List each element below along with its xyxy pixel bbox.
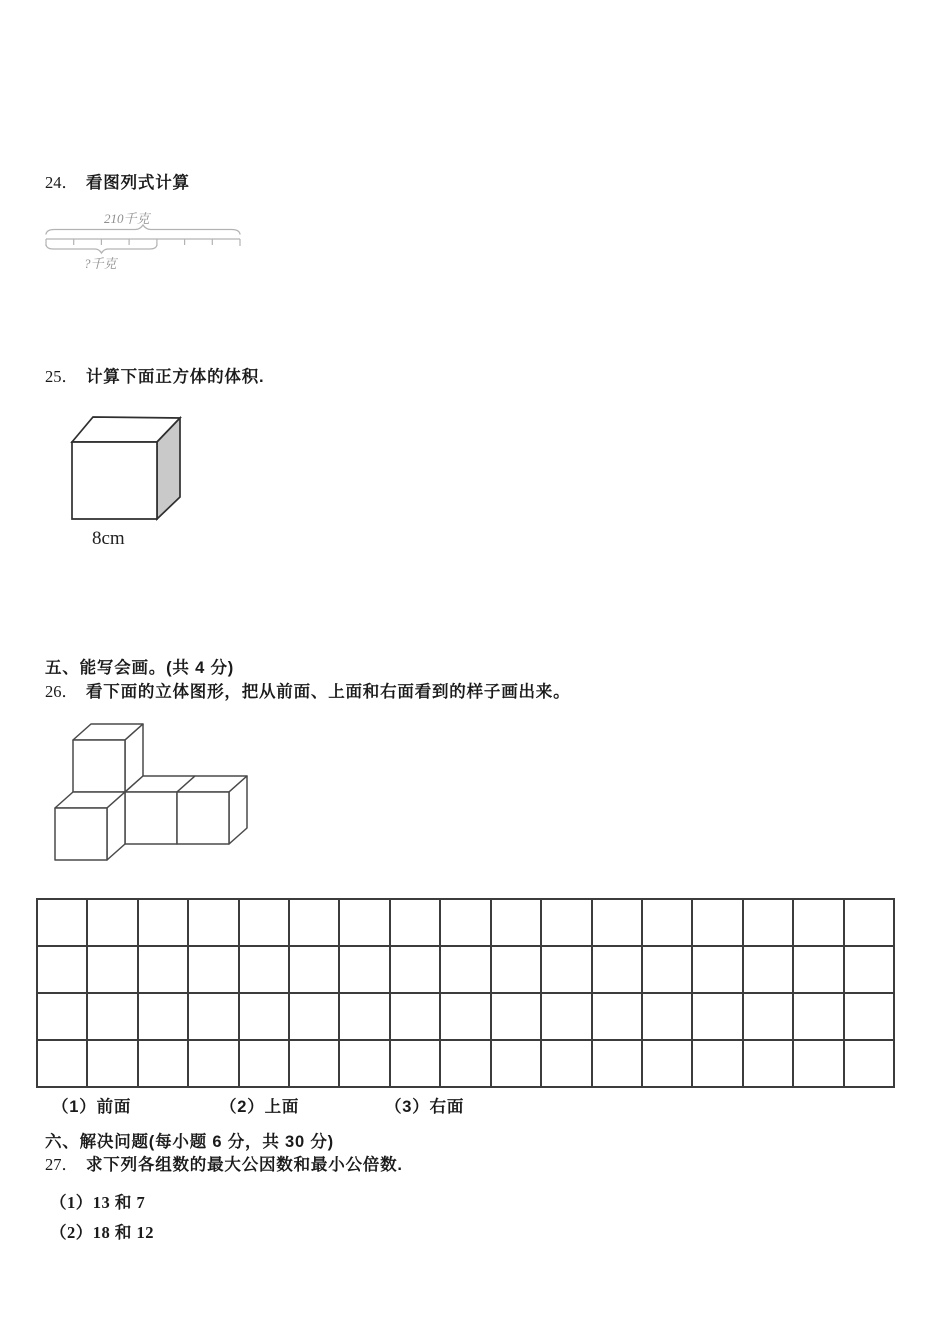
grid-cell[interactable] xyxy=(541,899,591,946)
under-brace xyxy=(46,245,157,253)
grid-cell[interactable] xyxy=(793,993,843,1040)
question-27-text: 求下列各组数的最大公因数和最小公倍数. xyxy=(86,1156,403,1174)
grid-cell[interactable] xyxy=(339,993,389,1040)
grid-cell[interactable] xyxy=(37,1040,87,1087)
grid-cell[interactable] xyxy=(692,899,742,946)
grid-cell[interactable] xyxy=(844,1040,894,1087)
section-6-heading: 六、解决问题(每小题 6 分，共 30 分) xyxy=(45,1133,334,1151)
grid-cell[interactable] xyxy=(37,946,87,993)
grid-cell[interactable] xyxy=(289,993,339,1040)
answer-grid[interactable] xyxy=(36,898,895,1088)
view-label-right: （3）右面 xyxy=(385,1098,465,1116)
grid-cell[interactable] xyxy=(642,946,692,993)
question-24-text: 看图列式计算 xyxy=(86,174,190,192)
grid-cell[interactable] xyxy=(743,946,793,993)
grid-cell[interactable] xyxy=(339,899,389,946)
grid-cell[interactable] xyxy=(440,899,490,946)
grid-cell[interactable] xyxy=(37,993,87,1040)
grid-cell[interactable] xyxy=(37,899,87,946)
grid-cell[interactable] xyxy=(440,993,490,1040)
question-26-number: 26． xyxy=(45,682,78,701)
grid-cell[interactable] xyxy=(138,946,188,993)
grid-cell[interactable] xyxy=(743,1040,793,1087)
mid-cube-1-front-face xyxy=(125,792,177,844)
over-brace xyxy=(46,225,240,234)
question-27-number: 27． xyxy=(45,1155,78,1174)
grid-cell[interactable] xyxy=(239,993,289,1040)
grid-cell[interactable] xyxy=(188,993,238,1040)
question-26-text: 看下面的立体图形，把从前面、上面和右面看到的样子画出来。 xyxy=(86,683,571,701)
grid-cell[interactable] xyxy=(440,1040,490,1087)
grid-cell[interactable] xyxy=(642,1040,692,1087)
question-25-heading xyxy=(45,367,264,388)
q24-bar-diagram-svg xyxy=(40,205,260,270)
grid-cell[interactable] xyxy=(87,899,137,946)
grid-cell[interactable] xyxy=(743,899,793,946)
grid-cell[interactable] xyxy=(793,946,843,993)
q26-stacked-cubes-figure xyxy=(50,718,260,868)
grid-cell[interactable] xyxy=(390,993,440,1040)
grid-cell[interactable] xyxy=(188,899,238,946)
question-26-heading xyxy=(45,682,570,703)
grid-cell[interactable] xyxy=(87,993,137,1040)
grid-cell[interactable] xyxy=(390,1040,440,1087)
grid-cell[interactable] xyxy=(793,899,843,946)
grid-cell[interactable] xyxy=(692,993,742,1040)
cube-front-face xyxy=(72,442,157,519)
grid-cell[interactable] xyxy=(390,899,440,946)
grid-cell[interactable] xyxy=(339,946,389,993)
front-cube-front-face xyxy=(55,808,107,860)
grid-cell[interactable] xyxy=(793,1040,843,1087)
grid-cell[interactable] xyxy=(844,993,894,1040)
grid-cell[interactable] xyxy=(239,899,289,946)
grid-cell[interactable] xyxy=(239,1040,289,1087)
grid-cell[interactable] xyxy=(541,1040,591,1087)
q24-total-label: 210千克 xyxy=(104,211,150,226)
grid-cell[interactable] xyxy=(592,1040,642,1087)
grid-cell[interactable] xyxy=(491,1040,541,1087)
question-24-heading xyxy=(45,173,190,194)
grid-cell[interactable] xyxy=(743,993,793,1040)
question-24-number: 24． xyxy=(45,173,78,192)
question-25-number: 25． xyxy=(45,367,78,386)
grid-cell[interactable] xyxy=(138,993,188,1040)
grid-cell[interactable] xyxy=(390,946,440,993)
question-27-part-2: （2）18 和 12 xyxy=(50,1223,154,1242)
q25-cube-figure xyxy=(60,408,195,528)
grid-cell[interactable] xyxy=(844,899,894,946)
grid-cell[interactable] xyxy=(440,946,490,993)
grid-cell[interactable] xyxy=(289,946,339,993)
grid-cell[interactable] xyxy=(844,946,894,993)
section-5-heading: 五、能写会画。(共 4 分) xyxy=(45,659,235,677)
question-27-part-1: （1）13 和 7 xyxy=(50,1193,146,1212)
grid-cell[interactable] xyxy=(188,946,238,993)
grid-cell[interactable] xyxy=(592,946,642,993)
question-27-heading xyxy=(45,1155,403,1176)
view-label-top: （2）上面 xyxy=(220,1098,300,1116)
grid-cell[interactable] xyxy=(188,1040,238,1087)
grid-cell[interactable] xyxy=(87,1040,137,1087)
grid-cell[interactable] xyxy=(239,946,289,993)
question-25-text: 计算下面正方体的体积. xyxy=(86,368,265,386)
grid-cell[interactable] xyxy=(87,946,137,993)
q24-part-label: ?千克 xyxy=(84,256,117,271)
q25-edge-length-label: 8cm xyxy=(92,528,125,549)
view-label-front: （1）前面 xyxy=(52,1098,132,1116)
grid-cell[interactable] xyxy=(541,946,591,993)
bar-ticks xyxy=(46,239,240,246)
grid-cell[interactable] xyxy=(339,1040,389,1087)
grid-cell[interactable] xyxy=(592,899,642,946)
grid-cell[interactable] xyxy=(642,993,692,1040)
grid-cell[interactable] xyxy=(692,1040,742,1087)
grid-cell[interactable] xyxy=(138,899,188,946)
grid-cell[interactable] xyxy=(692,946,742,993)
top-cube-front-face xyxy=(73,740,125,792)
grid-cell[interactable] xyxy=(541,993,591,1040)
grid-cell[interactable] xyxy=(138,1040,188,1087)
grid-cell[interactable] xyxy=(289,899,339,946)
grid-cell[interactable] xyxy=(491,946,541,993)
mid-cube-2-front-face xyxy=(177,792,229,844)
grid-cell[interactable] xyxy=(491,993,541,1040)
grid-cell[interactable] xyxy=(642,899,692,946)
grid-cell[interactable] xyxy=(491,899,541,946)
grid-cell[interactable] xyxy=(289,1040,339,1087)
grid-cell[interactable] xyxy=(592,993,642,1040)
